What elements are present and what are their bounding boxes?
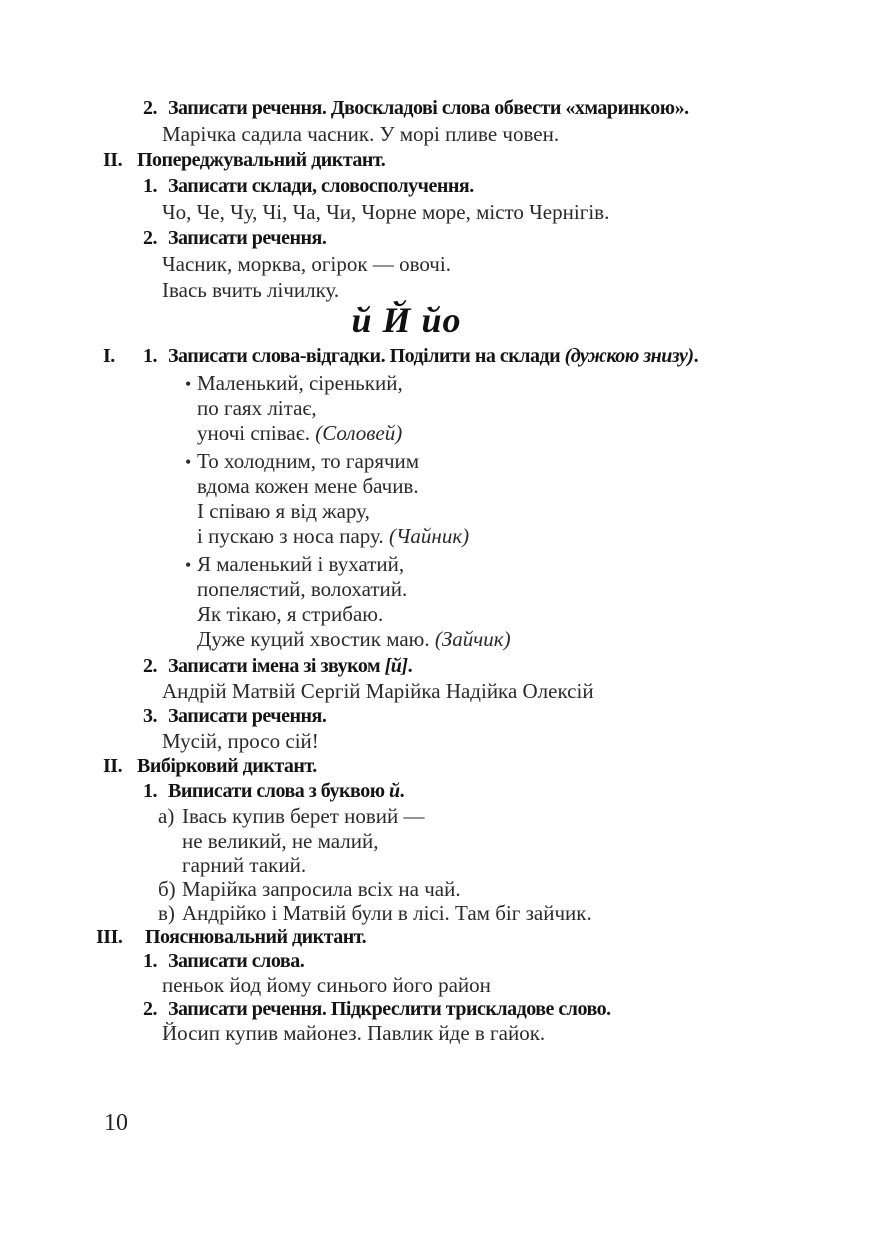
task-heading xyxy=(0,225,875,251)
task-heading-text: Записати речення. Двоскладові слова обвести «хмаринкою». xyxy=(168,97,689,119)
item-number: 3. xyxy=(143,705,157,727)
riddle-text: уночі співає. xyxy=(197,421,316,445)
letter-marker: б) xyxy=(158,877,176,901)
riddle-text: Дуже куций хвостик маю. xyxy=(197,627,435,651)
riddle-line xyxy=(0,474,875,499)
item-number: 1. xyxy=(143,345,157,367)
riddle-text: і пускаю з носа пару. xyxy=(197,524,389,548)
letter-heading: й Й йо xyxy=(351,300,462,340)
riddle-line xyxy=(0,552,875,577)
riddle-text: То холодним, то гарячим xyxy=(197,449,420,473)
list-item xyxy=(0,901,875,925)
text-line-content: Мусій, просо сій! xyxy=(162,729,319,753)
text-line-content: Чо, Че, Чу, Чі, Ча, Чи, Чорне море, місто Чернігів. xyxy=(162,200,610,224)
item-number: 2. xyxy=(143,998,157,1020)
item-number: 2. xyxy=(143,227,157,249)
task-heading-text: Записати імена зі звуком xyxy=(168,655,385,677)
task-heading xyxy=(0,997,875,1021)
riddle-line xyxy=(0,421,875,446)
riddle-answer: (Чайник) xyxy=(388,524,470,548)
task-heading xyxy=(0,949,875,973)
riddle-text: вдома кожен мене бачив. xyxy=(197,474,419,498)
riddle-line xyxy=(0,524,875,549)
task-heading xyxy=(0,654,875,679)
page-content xyxy=(0,95,875,1045)
item-number: 1. xyxy=(143,950,157,972)
text-line-content: пеньок йод йому синього його район xyxy=(162,973,491,997)
task-heading xyxy=(0,779,875,804)
task-heading-text: Записати речення. xyxy=(168,227,327,249)
text-line xyxy=(0,973,875,997)
text-line xyxy=(0,199,875,225)
riddle-text: Як тікаю, я стрибаю. xyxy=(197,602,384,626)
section-heading-text: Пояснювальний диктант. xyxy=(145,926,367,948)
item-number: 1. xyxy=(143,175,157,197)
riddle-line xyxy=(0,499,875,524)
riddle-line xyxy=(0,627,875,652)
letter-marker: в) xyxy=(158,901,175,925)
task-heading-text: Записати слова. xyxy=(168,950,305,972)
list-item-text: Івась купив берет новий — xyxy=(182,804,425,828)
task-heading xyxy=(0,704,875,729)
section-heading xyxy=(0,147,875,173)
task-heading-text: Записати речення. xyxy=(168,705,327,727)
section-heading xyxy=(0,754,875,779)
list-item-text: гарний такий. xyxy=(182,853,307,877)
text-line xyxy=(0,1021,875,1045)
list-item xyxy=(0,829,875,853)
list-item xyxy=(0,877,875,901)
riddle-line xyxy=(0,396,875,421)
riddle-line xyxy=(0,577,875,602)
text-line xyxy=(0,121,875,147)
roman-numeral: II. xyxy=(103,149,123,171)
list-item-text: Марійка запросила всіх на чай. xyxy=(182,877,461,901)
list-item-text: не великий, не малий, xyxy=(182,829,379,853)
list-item xyxy=(0,853,875,877)
roman-numeral: III. xyxy=(96,926,123,948)
riddle-text: Я маленький і вухатий, xyxy=(197,552,405,576)
letter-marker: а) xyxy=(158,804,175,828)
riddle-text: попелястий, волохатий. xyxy=(197,577,408,601)
item-number: 2. xyxy=(143,655,157,677)
task-heading xyxy=(0,173,875,199)
list-item-text: Андрійко і Матвій були в лісі. Там біг зайчик. xyxy=(182,901,592,925)
task-heading-tail: . xyxy=(399,780,405,802)
task-heading-tail: . xyxy=(407,655,413,677)
item-number: 1. xyxy=(143,780,157,802)
task-heading xyxy=(0,95,875,121)
text-line xyxy=(0,251,875,277)
roman-numeral: II. xyxy=(103,755,123,777)
bullet-icon: • xyxy=(185,452,192,472)
task-heading-text: Записати слова-відгадки. Поділити на склади xyxy=(168,345,565,367)
text-line-content: Івась вчить лічилку. xyxy=(162,278,340,302)
bullet-icon: • xyxy=(185,555,192,575)
riddle-line xyxy=(0,371,875,396)
list-item xyxy=(0,804,875,829)
task-heading xyxy=(0,343,875,369)
task-heading-italic: [й] xyxy=(384,655,408,677)
task-heading-italic: (дужкою знизу) xyxy=(564,345,694,367)
riddle-answer: (Соловей) xyxy=(315,421,403,445)
roman-numeral: I. xyxy=(103,345,115,367)
section-heading-text: Попереджувальний диктант. xyxy=(137,149,386,171)
text-line xyxy=(0,679,875,704)
text-line-content: Андрій Матвій Сергій Марійка Надійка Олексій xyxy=(162,679,594,703)
task-heading-text: Записати склади, словосполучення. xyxy=(168,175,474,197)
page-number: 10 xyxy=(104,1110,128,1136)
text-line-content: Часник, морква, огірок — овочі. xyxy=(162,252,451,276)
task-heading-text: Записати речення. Підкреслити трискладове слово. xyxy=(168,998,611,1020)
riddle-text: Маленький, сіренький, xyxy=(197,371,403,395)
section-heading-text: Вибірковий диктант. xyxy=(137,755,317,777)
text-line-content: Йосип купив майонез. Павлик йде в гайок. xyxy=(162,1021,546,1045)
section-heading xyxy=(0,925,875,949)
riddle-answer: (Зайчик) xyxy=(434,627,511,651)
riddle-text: І співаю я від жару, xyxy=(197,499,370,523)
riddle-line xyxy=(0,449,875,474)
text-line-content: Марічка садила часник. У морі пливе човен. xyxy=(162,122,560,146)
text-line xyxy=(0,729,875,754)
item-number: 2. xyxy=(143,97,157,119)
task-heading-tail: . xyxy=(693,345,699,367)
task-heading-text: Виписати слова з буквою xyxy=(168,780,390,802)
riddle-text: по гаях літає, xyxy=(197,396,317,420)
bullet-icon: • xyxy=(185,374,192,394)
riddle-line xyxy=(0,602,875,627)
task-heading-italic: й xyxy=(389,780,400,802)
